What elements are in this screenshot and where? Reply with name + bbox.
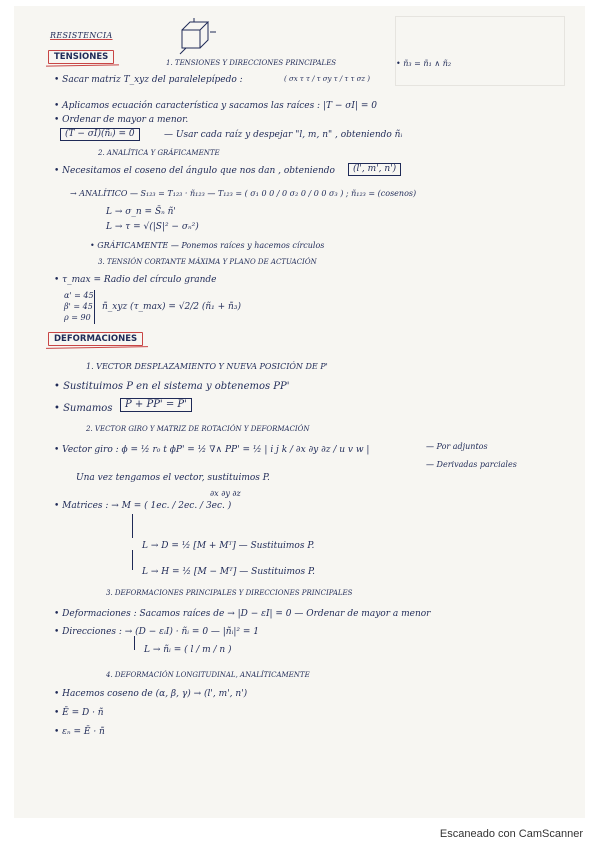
subheading-deformaciones-4: 4. DEFORMACIÓN LONGITUDINAL, ANALÍTICAMENTE xyxy=(106,671,310,679)
cube-sketch xyxy=(174,18,218,56)
angle-bracket xyxy=(94,290,95,324)
bracket-2 xyxy=(132,550,133,570)
analytic-line: → ANALÍTICO — S₁₂₃ = T₁₂₃ · ñ₁₂₃ — T₁₂₃ = ( σ₁ 0 0 / 0 σ₂ 0 / 0 0 σ₃ ) ; ñ₁₂₃ = (cosenos) xyxy=(70,189,417,198)
angle-rho: ρ = 90 xyxy=(64,313,91,322)
deformaciones-line-2: • Sumamos xyxy=(54,403,113,414)
subheading-deformaciones-2: 2. VECTOR GIRO Y MATRIZ DE ROTACIÓN Y DEFORMACIÓN xyxy=(86,425,310,433)
subheading-tensiones-2: 2. ANALÍTICA Y GRÁFICAMENTE xyxy=(98,149,220,157)
deformaciones-line-4: Una vez tengamos el vector, sustituimos P. xyxy=(76,473,270,483)
shear-stress-line: L → τ = √(|S|² − σₙ²) xyxy=(106,222,199,232)
scanned-page xyxy=(14,6,585,818)
deformaciones-line-8: • Deformaciones : Sacamos raíces de → |D − εI| = 0 — Ordenar de mayor a menor xyxy=(54,609,431,619)
page-title: RESISTENCIA xyxy=(50,31,113,40)
max-shear-direction: ñ_xyz (τ_max) = √2/2 (ñ₁ + ñ₃) xyxy=(102,302,241,312)
stress-matrix: ( σx τ τ / τ σy τ / τ τ σz ) xyxy=(284,75,371,83)
subheading-deformaciones-3: 3. DEFORMACIONES PRINCIPALES Y DIRECCIONES PRINCIPALES xyxy=(106,589,353,597)
tensiones-line-1: • Sacar matriz T_xyz del paralelepípedo : xyxy=(54,75,243,85)
deformaciones-line-13: • εₙ = Ē · ñ xyxy=(54,727,105,737)
subheading-tensiones-3: 3. TENSIÓN CORTANTE MÁXIMA Y PLANO DE ACTUACIÓN xyxy=(98,258,317,266)
subheading-deformaciones-1: 1. VECTOR DESPLAZAMIENTO Y NUEVA POSICIÓN DE P' xyxy=(86,362,328,371)
subheading-tensiones-1: 1. TENSIONES Y DIRECCIONES PRINCIPALES xyxy=(166,59,337,67)
d-matrix-line: L → D = ½ [M + Mᵀ] — Sustituimos P. xyxy=(142,541,315,551)
direction-vector-line: L → ñᵢ = ( l / m / n ) xyxy=(144,645,232,655)
bracket-3 xyxy=(134,636,135,650)
deformaciones-line-9: • Direcciones : → (D − εᵢI) · ñᵢ = 0 — |ñᵢ|² = 1 xyxy=(54,627,260,637)
scanner-watermark: Escaneado con CamScanner xyxy=(439,828,583,840)
tensiones-line-5: • Necesitamos el coseno del ángulo que nos dan , obteniendo xyxy=(54,166,335,176)
bleed-through-text xyxy=(395,16,565,86)
angle-beta: β' = 45 xyxy=(64,302,93,311)
section-deformaciones: DEFORMACIONES xyxy=(48,332,143,346)
matrices-line: • Matrices : → M = ( 1ec. / 2ec. / 3ec. ) xyxy=(54,501,232,511)
deformaciones-line-11: • Hacemos coseno de (α, β, γ) → (l', m', n') xyxy=(54,689,248,699)
bracket-1 xyxy=(132,514,133,538)
deformaciones-line-1: • Sustituimos P en el sistema y obtenemos PP' xyxy=(54,381,290,392)
normal-stress-line: L → σ_n = S̄ₙ ñ' xyxy=(106,207,176,217)
graphic-line: • GRÁFICAMENTE — Ponemos raíces y hacemos círculos xyxy=(90,241,325,250)
boxed-new-position: P + PP' = P' xyxy=(120,398,192,412)
note-derivadas: — Derivadas parciales xyxy=(426,460,517,469)
deformaciones-line-12: • Ē = D · ñ xyxy=(54,708,104,718)
tensiones-line-10: • τ_max = Radio del círculo grande xyxy=(54,275,217,285)
tensiones-line-3: • Ordenar de mayor a menor. xyxy=(54,115,189,125)
note-adjuntos: — Por adjuntos xyxy=(426,442,488,451)
boxed-equation-eigen: (T − σI)(ñᵢ) = 0 xyxy=(60,128,140,141)
section-tensiones: TENSIONES xyxy=(48,50,114,64)
tensiones-line-4: — Usar cada raíz y despejar "l, m, n" , obteniendo ñᵢ xyxy=(164,130,403,140)
tensiones-line-2: • Aplicamos ecuación característica y sacamos las raíces : |T − σI| = 0 xyxy=(54,101,377,111)
boxed-cosines: (l', m', n') xyxy=(348,163,401,176)
angle-alpha: α' = 45 xyxy=(64,291,94,300)
rotation-vector-line: • Vector giro : ϕ = ½ r₀ t ϕP' = ½ ∇∧ PP' = ½ | i j k / ∂x ∂y ∂z / u v w | xyxy=(54,445,370,455)
side-formula: • ñ₃ = ñ₁ ∧ ñ₂ xyxy=(396,59,452,68)
h-matrix-line: L → H = ½ [M − Mᵀ] — Sustituimos P. xyxy=(142,567,316,577)
partials-header: ∂x ∂y ∂z xyxy=(210,489,241,498)
